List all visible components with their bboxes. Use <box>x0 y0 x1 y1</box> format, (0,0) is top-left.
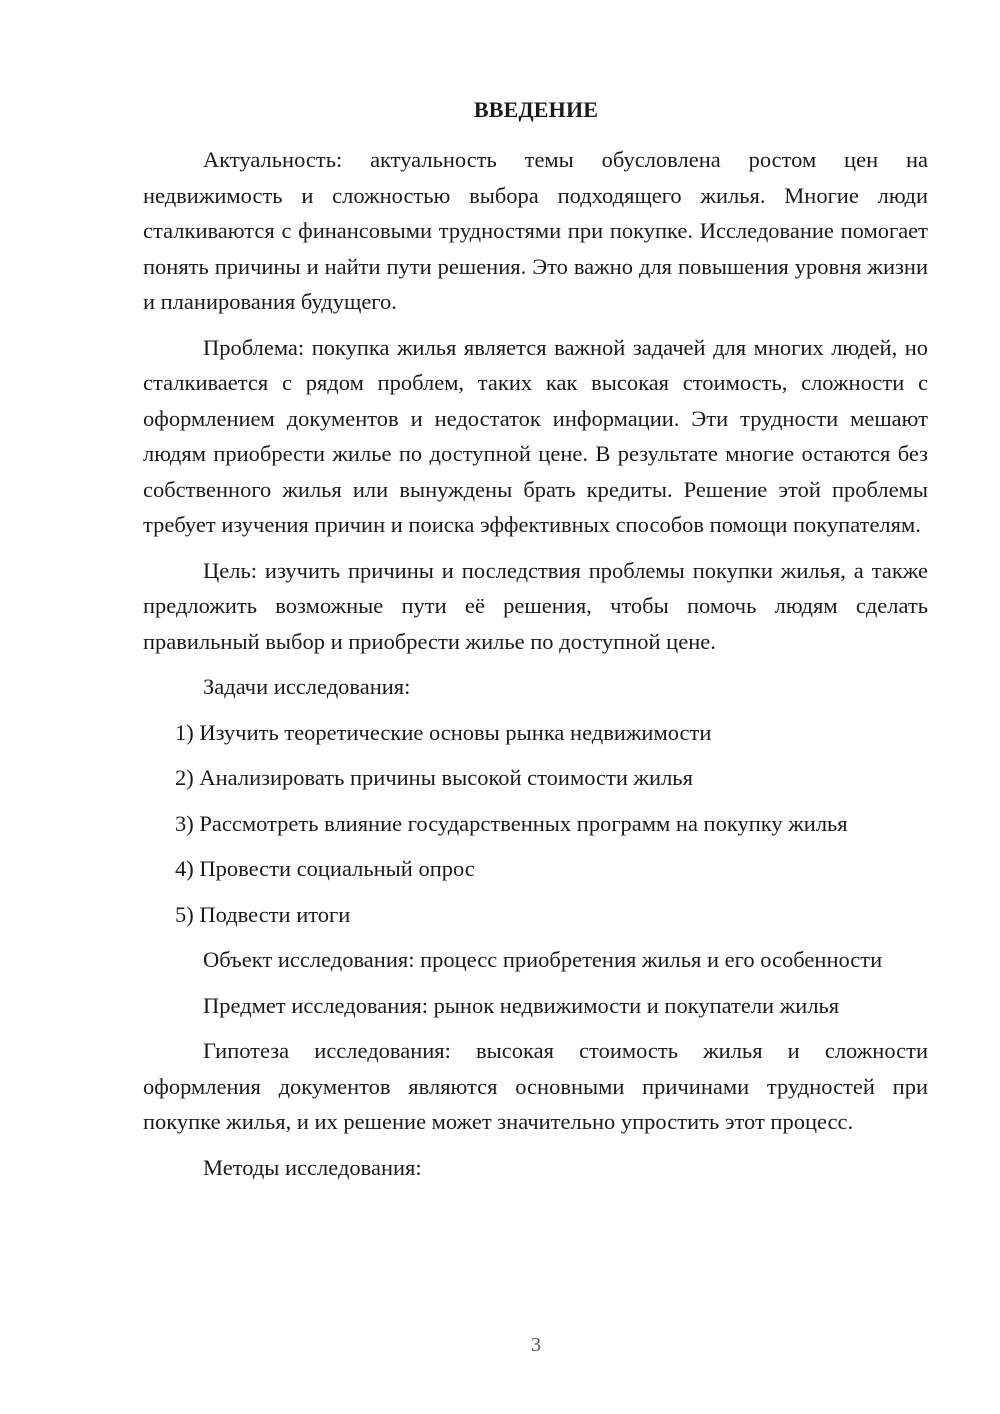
tasks-heading: Задачи исследования: <box>203 674 411 699</box>
object-paragraph: Объект исследования: процесс приобретения жилья и его особенности <box>203 947 883 972</box>
page-number: 3 <box>531 1334 541 1356</box>
list-item: 5) Подвести итоги <box>175 901 351 927</box>
list-item: 1) Изучить теоретические основы рынка недвижимости <box>175 719 712 745</box>
list-item: 2) Анализировать причины высокой стоимости жилья <box>175 765 693 790</box>
problem-paragraph: Проблема: покупка жилья является важной задачей для многих людей, но сталкивается с рядом проблем, таких как высокая стоимость, сложности с оформлением документов и недостаток информации. Эти трудности мешают людям приобрести жилье по доступной цене. В результате многие остаются без собственного жилья или вынуждены брать кредиты. Решение этой проблемы требует изучения причин и поиска эффективных способов помощи покупателям. <box>143 334 928 537</box>
goal-paragraph: Цель: изучить причины и последствия проблемы покупки жилья, а также предложить возможные пути её решения, чтобы помочь людям сделать правильный выбор и приобрести жилье по доступной цене. <box>143 557 928 654</box>
methods-heading: Методы исследования: <box>203 1154 422 1180</box>
tasks-list <box>143 715 928 933</box>
document-body <box>143 142 928 1195</box>
relevance-paragraph: Актуальность: актуальность темы обусловлена ростом цен на недвижимость и сложностью выбора подходящего жилья. Многие люди сталкиваются с финансовыми трудностями при покупке. Исследование помогает понять причины и найти пути решения. Это важно для повышения уровня жизни и планирования будущего. <box>143 147 928 314</box>
subject-paragraph: Предмет исследования: рынок недвижимости и покупатели жилья <box>203 992 840 1018</box>
list-item: 4) Провести социальный опрос <box>175 856 475 881</box>
list-item: 3) Рассмотреть влияние государственных программ на покупку жилья <box>175 810 848 836</box>
page-title: ВВЕДЕНИЕ <box>473 97 599 122</box>
hypothesis-paragraph: Гипотеза исследования: высокая стоимость жилья и сложности оформления документов являются основными причинами трудностей при покупке жилья, и их решение может значительно упростить этот процесс. <box>143 1038 928 1134</box>
